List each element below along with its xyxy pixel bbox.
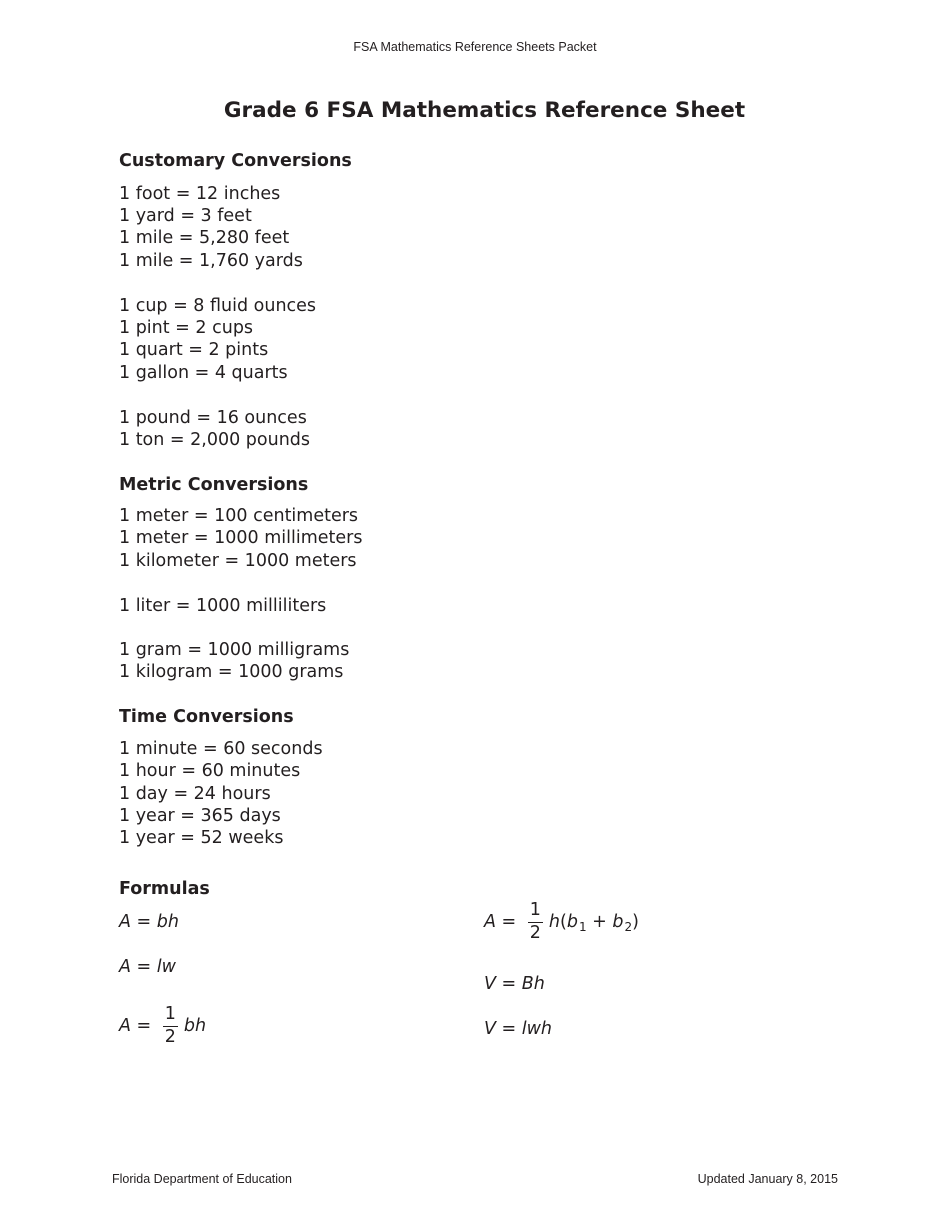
fraction-one-half [528,902,543,942]
formula-h: h [548,912,560,932]
formula-b1: b [566,912,578,932]
subscript-1: 1 [578,920,587,934]
metric-line: 1 meter = 100 centimeters [119,506,359,526]
customary-line: 1 mile = 5,280 feet [119,228,290,248]
triangle-area-formula [119,1006,206,1046]
customary-line: 1 gallon = 4 quarts [119,363,288,383]
metric-heading: Metric Conversions [119,475,309,495]
packet-header: FSA Mathematics Reference Sheets Packet [353,40,597,54]
formula-lhs: A = [484,912,522,932]
customary-line: 1 foot = 12 inches [119,184,281,204]
customary-heading: Customary Conversions [119,151,352,171]
fraction-denominator: 2 [529,922,541,943]
fraction-numerator: 1 [528,902,543,923]
footer-updated-date: Updated January 8, 2015 [697,1172,838,1186]
customary-line: 1 yard = 3 feet [119,206,252,226]
plus-sign: + [586,912,613,932]
formula-rhs: bh [183,1016,207,1036]
time-line: 1 minute = 60 seconds [119,739,323,759]
trapezoid-area-formula [484,902,639,942]
time-line: 1 year = 365 days [119,806,281,826]
fraction-numerator: 1 [163,1006,178,1027]
page-title: Grade 6 FSA Mathematics Reference Sheet [223,98,746,123]
time-line: 1 day = 24 hours [119,784,271,804]
open-paren: ( [560,912,567,932]
formula-b2: b [612,912,624,932]
customary-line: 1 quart = 2 pints [119,340,269,360]
box-volume-formula: V = lwh [484,1019,553,1039]
close-paren: ) [632,912,639,932]
rectangle-area-lw-formula: A = lw [119,957,176,977]
subscript-2: 2 [624,920,633,934]
prism-volume-formula: V = Bh [484,974,545,994]
customary-line: 1 ton = 2,000 pounds [119,430,311,450]
formula-lhs: A = [119,1016,157,1036]
metric-line: 1 meter = 1000 millimeters [119,528,363,548]
metric-line: 1 kilogram = 1000 grams [119,662,344,682]
rectangle-area-formula: A = bh [119,912,179,932]
metric-line: 1 liter = 1000 milliliters [119,596,327,616]
time-heading: Time Conversions [119,707,294,727]
footer-department: Florida Department of Education [112,1172,292,1186]
metric-line: 1 kilometer = 1000 meters [119,551,357,571]
metric-line: 1 gram = 1000 milligrams [119,640,350,660]
formulas-heading: Formulas [119,879,210,899]
time-line: 1 hour = 60 minutes [119,761,301,781]
customary-line: 1 pound = 16 ounces [119,408,307,428]
fraction-one-half [163,1006,178,1046]
fraction-denominator: 2 [164,1026,176,1047]
customary-line: 1 pint = 2 cups [119,318,254,338]
customary-line: 1 cup = 8 fluid ounces [119,296,317,316]
time-line: 1 year = 52 weeks [119,828,284,848]
customary-line: 1 mile = 1,760 yards [119,251,303,271]
